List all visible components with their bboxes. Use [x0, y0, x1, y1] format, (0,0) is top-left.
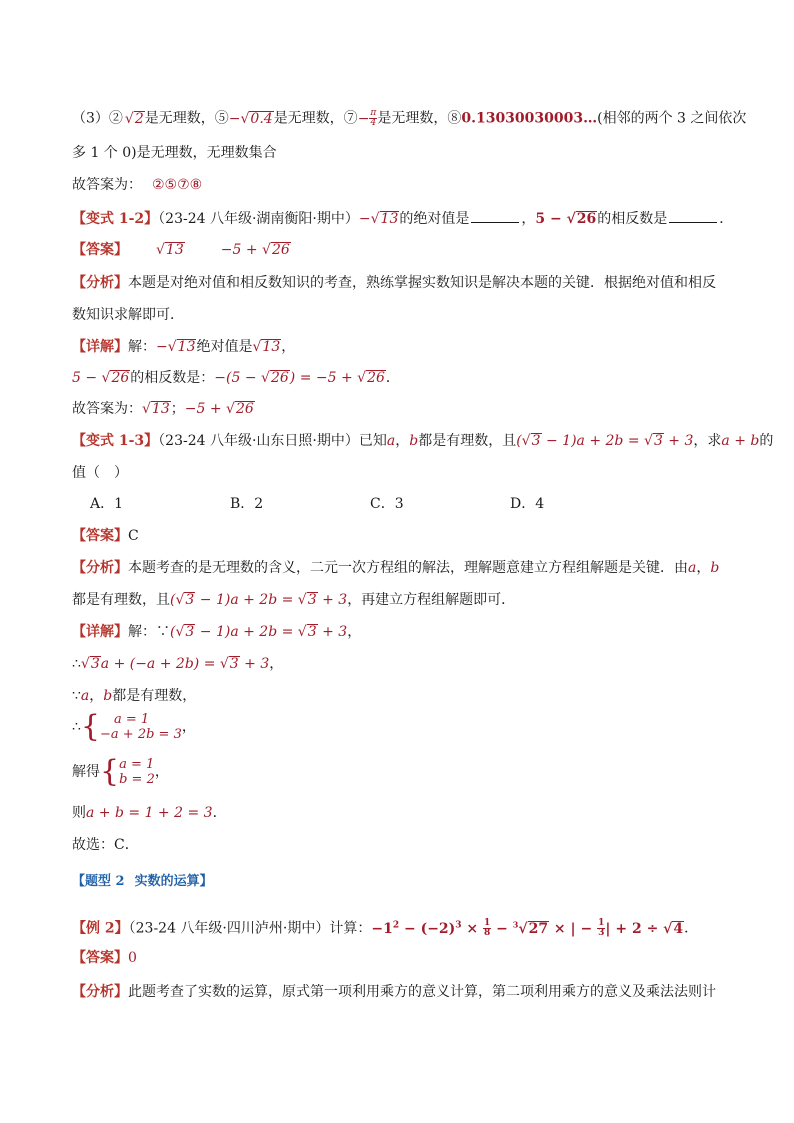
detail-conclusion: 故选：C．: [72, 837, 139, 853]
choice-c[interactable]: C．3: [370, 496, 404, 512]
detail-step-3: ∵a，b都是有理数，: [72, 688, 197, 704]
line-1: （3）② √2是无理数，⑤−√0.4是无理数，⑦− $\frac{\pi}{4}$ 是无理数，⑧0.13030030003…(相邻的两个 3 之间依次: [72, 108, 747, 129]
variant-1-3-detail: 【详解】解：∵(√3 − 1)a + 2b = √3 + 3，: [72, 624, 362, 640]
example-2-answer: 【答案】0: [72, 950, 137, 966]
detail-answer: 故答案为：√13；−5 + √26: [72, 401, 254, 417]
example-2-analysis: 【分析】此题考查了实数的运算，原式第一项利用乘方的意义计算，第二项利用乘方的意义及乘法法则计: [72, 984, 716, 1000]
detail-solution: 解得{ a = 1 b = 2 ，: [72, 754, 169, 789]
choice-b[interactable]: B．2: [230, 496, 264, 512]
detail-step-2: ∴√3a + (−a + 2b) = √3 + 3，: [72, 656, 284, 672]
variant-1-3-analysis: 【分析】本题考查的是无理数的含义，二元一次方程组的解法，理解题意建立方程组解题是关键．由a，b: [72, 560, 720, 576]
answer-blank[interactable]: [471, 208, 519, 223]
example-2-question: 【例 2】（23-24 八年级·四川泸州·期中）计算：$-1^2 - (-2)^3$ × $\frac{1}{8}$ − $^3$√27 × | − $\frac{1}{3}$ | + 2 ÷ √4．: [72, 918, 699, 939]
section-heading-type-2: 【题型 2 实数的运算】: [72, 874, 213, 889]
variant-1-3-question: 【变式 1-3】（23-24 八年级·山东日照·期中）已知a，b都是有理数，且(√3 − 1)a + 2b = √3 + 3，求a + b的: [72, 433, 774, 449]
choice-a[interactable]: A．1: [90, 496, 124, 512]
detail-step-6: 则a + b = 1 + 2 = 3．: [72, 805, 227, 821]
detail-system: ∴{ a = 1 −a + 2b = 3 ，: [72, 709, 196, 744]
analysis-continued-2: 都是有理数，且(√3 − 1)a + 2b = √3 + 3，再建立方程组解题即可．: [72, 592, 516, 608]
variant-1-3-answer: 【答案】C: [72, 528, 139, 544]
detail-line-2: 5 − √26的相反数是：−(5 − √26) = −5 + √26．: [72, 370, 400, 386]
analysis-continued: 数知识求解即可．: [72, 307, 184, 323]
variant-1-2-detail: 【详解】解：−√13绝对值是√13，: [72, 339, 296, 355]
line-2: 多 1 个 0)是无理数，无理数集合: [72, 145, 277, 161]
choice-d[interactable]: D．4: [510, 496, 545, 512]
question-continued: 值（ ）: [72, 465, 128, 481]
variant-1-2-question: 【变式 1-2】（23-24 八年级·湖南衡阳·期中）−√13的绝对值是 ，5 − √26的相反数是 ．: [72, 208, 733, 229]
choices-row: [90, 494, 650, 514]
answer-blank[interactable]: [669, 208, 717, 223]
variant-1-2-analysis: 【分析】本题是对绝对值和相反数知识的考查，熟练掌握实数知识是解决本题的关键．根据绝对值和相反: [72, 275, 716, 291]
answer-line-prev: 故答案为： ②⑤⑦⑧: [72, 177, 203, 193]
variant-1-2-answer: 【答案】 √13 −5 + √26: [72, 242, 290, 258]
